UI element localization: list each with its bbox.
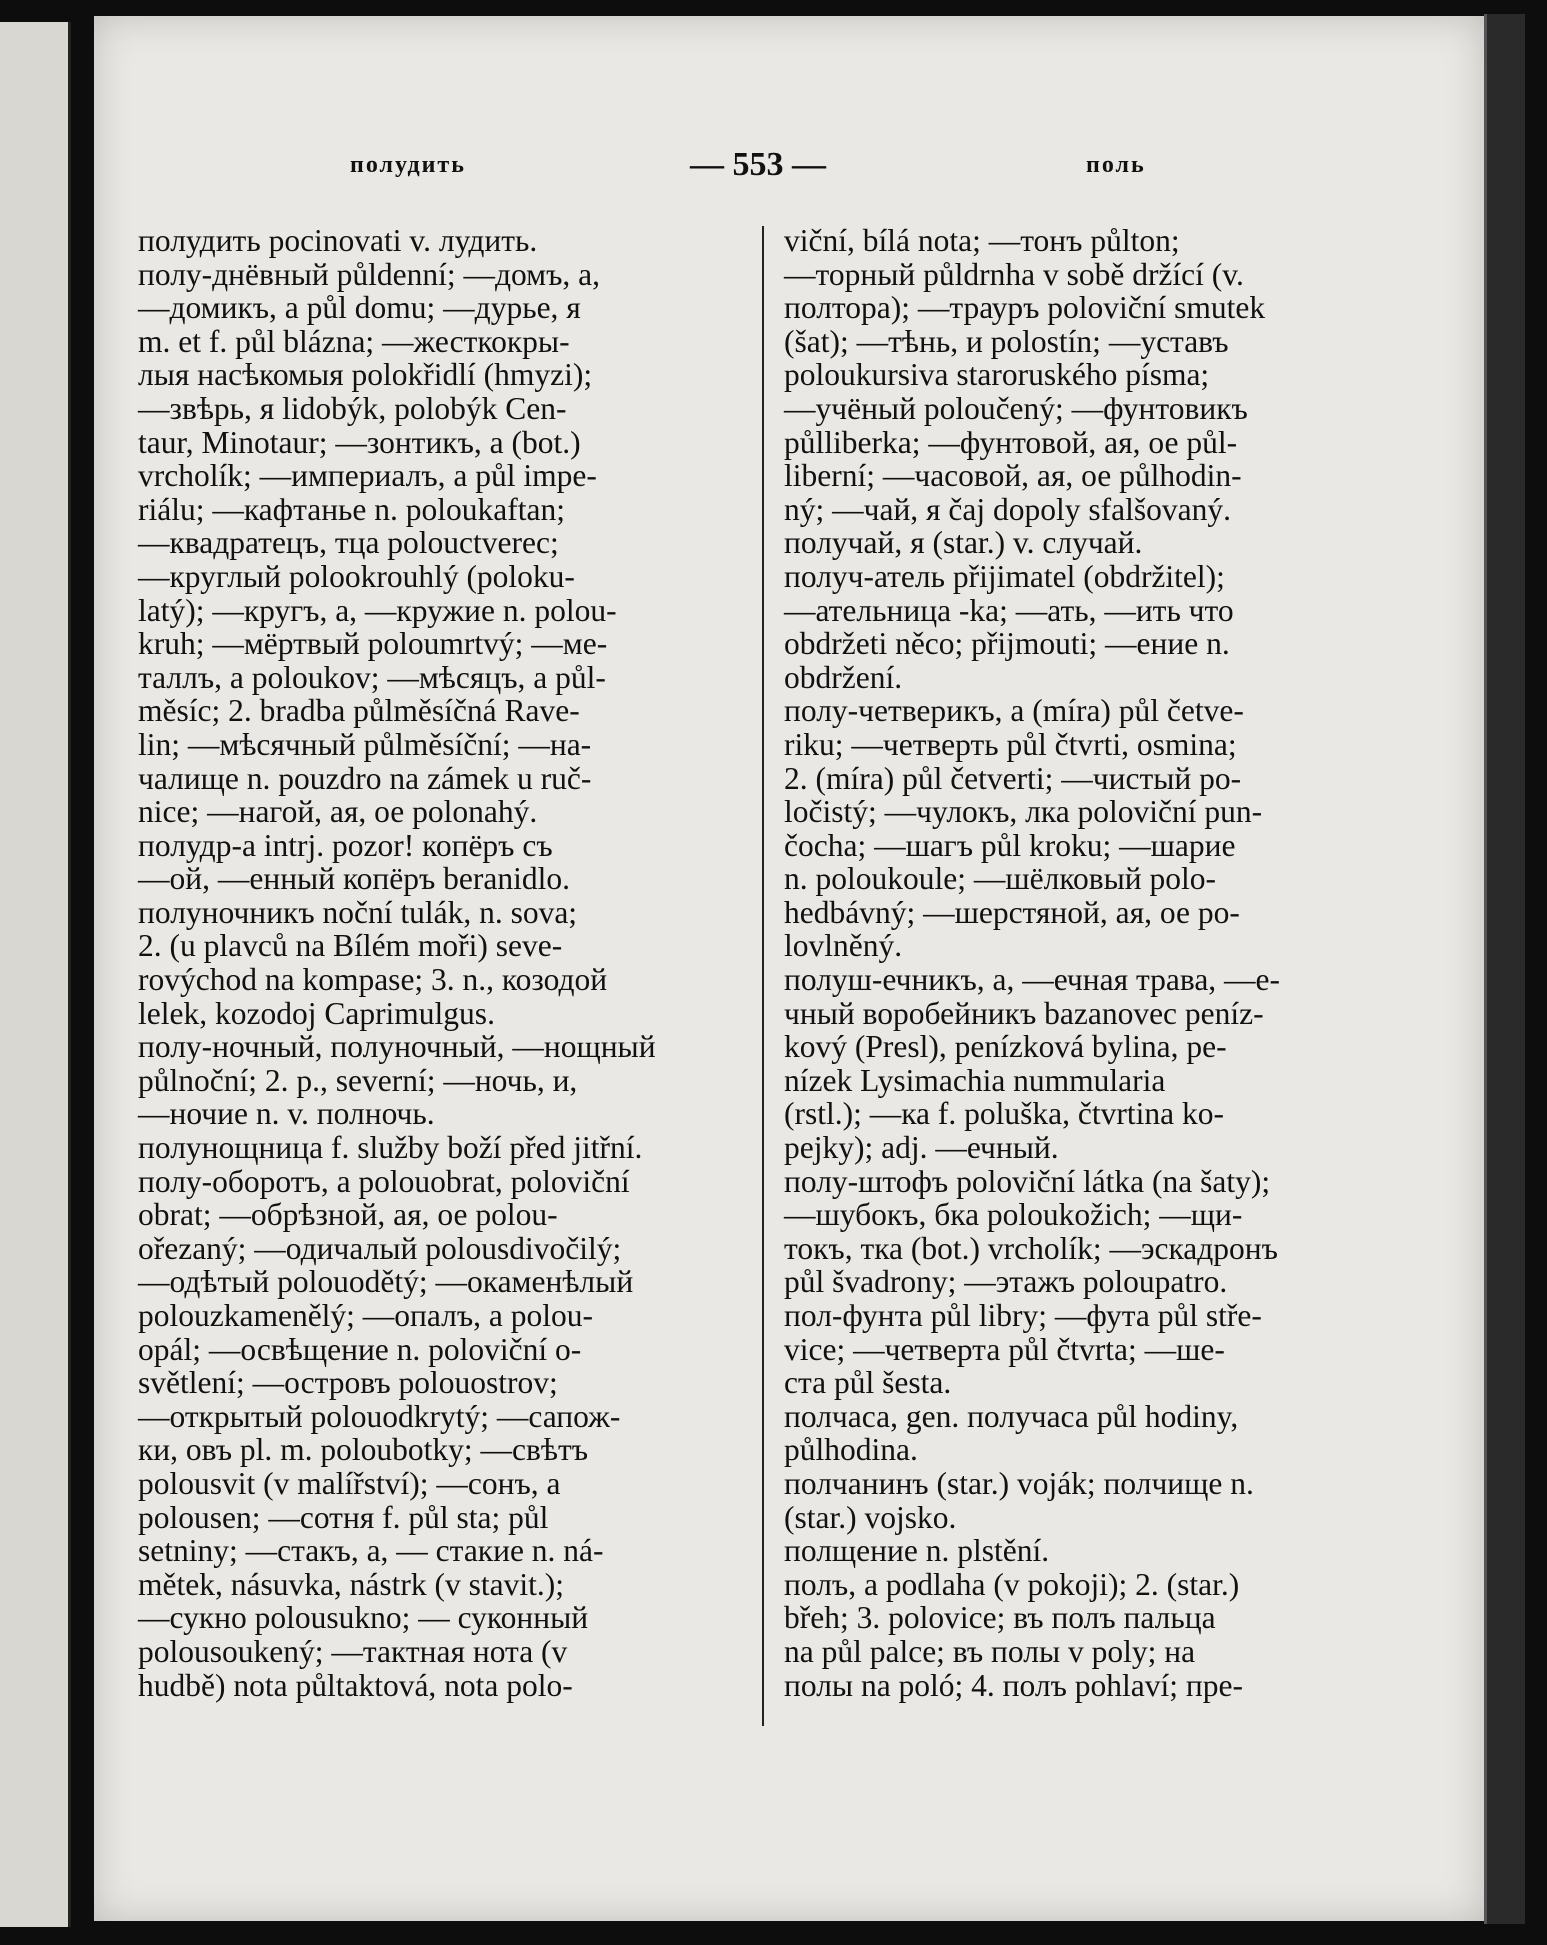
left-column	[138, 224, 728, 1702]
previous-page-edge	[0, 22, 71, 1927]
entry-line: kový (Presl), penízková bylina, pe-	[784, 1029, 1227, 1065]
page-header	[94, 146, 1484, 190]
entry-line: obdržení.	[784, 659, 903, 695]
entry-line: kruh; —мёртвый poloumrtvý; —ме-	[138, 626, 608, 662]
header-left-guide-word: полудить	[350, 152, 466, 178]
entry-line: polousvit (v malířství); —сонъ, a	[138, 1465, 561, 1501]
entry-line: ný; —чай, я čaj dopoly sfalšovaný.	[784, 491, 1231, 527]
entry-line: taur, Minotaur; —зонтикъ, a (bot.)	[138, 424, 581, 460]
entry-line: půlnoční; 2. p., severní; —ночь, и,	[138, 1062, 578, 1098]
entry-line: vice; —четверта půl čtvrta; —ше-	[784, 1331, 1225, 1367]
entry-line: —звѣрь, я lidobýk, polobýk Cen-	[138, 390, 567, 426]
entry-line: opál; —освѣщение n. poloviční o-	[138, 1331, 582, 1367]
entry-line: (rstl.); —ка f. poluška, čtvrtina ko-	[784, 1096, 1224, 1132]
entry-line: —открытый polouodkrytý; —сапож-	[138, 1398, 621, 1434]
entry-line: пол-фунта půl libry; —фута půl stře-	[784, 1298, 1262, 1333]
entry-line: —домикъ, a půl domu; —дурье, я	[138, 290, 581, 326]
entry-line: liberní; —часовой, ая, ое půlhodin-	[784, 458, 1242, 494]
entry-line: (star.) vojsko.	[784, 1499, 957, 1535]
entry-line: полчанинъ (star.) voják; полчище n.	[784, 1465, 1254, 1501]
entry-line: vrcholík; —империалъ, a půl impe-	[138, 458, 597, 494]
entry-line: obdržeti něco; přijmouti; —ение n.	[784, 626, 1230, 662]
entry-line: 2. (míra) půl četverti; —чистый po-	[784, 760, 1242, 796]
entry-line: —учёный poloučený; —фунтовикъ	[784, 390, 1248, 426]
entry-line: ста půl šesta.	[784, 1365, 952, 1401]
entry-line: таллъ, a poloukov; —мѣсяцъ, a půl-	[138, 659, 606, 695]
entry-line: hedbávný; —шерстяной, ая, ое po-	[784, 894, 1240, 930]
entry-line: полу-ночный, полуночный, —нощный	[138, 1029, 656, 1065]
entry-line: 2. (u plavců na Bílém moři) seve-	[138, 928, 563, 964]
entry-line: полудить pocinovati v. лудить.	[138, 223, 538, 258]
entry-line: pejky); adj. —ечный.	[784, 1130, 1059, 1166]
entry-line: чный воробейникъ bazanovec peníz-	[784, 995, 1264, 1031]
entry-line: полу-четверикъ, a (míra) půl četve-	[784, 693, 1244, 729]
entry-line: (šat); —тѣнь, и polostín; —уставъ	[784, 323, 1229, 359]
entry-line: rovýchod na kompase; 3. n., козодой	[138, 962, 608, 998]
entry-line: полуночникъ noční tulák, n. sova;	[138, 894, 578, 930]
entry-line: полу-днёвный půldenní; —домъ, a,	[138, 256, 601, 292]
entry-line: полтора); —трауръ poloviční smutek	[784, 290, 1266, 326]
page-number: — 553 —	[690, 146, 826, 183]
entry-line: —ательница -ka; —ать, —ить что	[784, 592, 1234, 628]
entry-line: lelek, kozodoj Caprimulgus.	[138, 995, 495, 1031]
entry-line: na půl palce; въ полы v poly; на	[784, 1633, 1196, 1669]
entry-line: лыя насѣкомыя polokřidlí (hmyzi);	[138, 357, 593, 393]
entry-line: —сукно polousukno; — суконный	[138, 1600, 589, 1636]
entry-line: —круглый polookrouhlý (poloku-	[138, 558, 575, 594]
entry-line: hudbě) nota půltaktová, nota polo-	[138, 1667, 573, 1703]
entry-line: полчаса, gen. получаса půl hodiny,	[784, 1398, 1239, 1434]
entry-line: полунощница f. služby boží před jitřní.	[138, 1130, 643, 1166]
entry-line: polousoukený; —тактная нота (v	[138, 1633, 568, 1669]
entry-line: měsíc; 2. bradba půlměsíčná Rave-	[138, 693, 580, 729]
book-spine-edge	[1484, 14, 1525, 1924]
entry-line: riálu; —кафтанье n. poloukaftan;	[138, 491, 565, 527]
entry-line: полщение n. plstění.	[784, 1533, 1050, 1569]
entry-line: latý); —кругъ, a, —кружие n. polou-	[138, 592, 617, 628]
entry-line: токъ, тка (bot.) vrcholík; —эскадронъ	[784, 1230, 1278, 1266]
entry-line: břeh; 3. polovice; въ полъ пальца	[784, 1600, 1216, 1636]
entry-line: nice; —нагой, ая, ое polonahý.	[138, 794, 538, 830]
entry-line: полы na poló; 4. полъ pohlaví; пре-	[784, 1667, 1243, 1703]
entry-line: получай, я (star.) v. случай.	[784, 525, 1143, 561]
entry-line: poloukursiva staroruského písma;	[784, 357, 1210, 393]
entry-line: polouzkamenělý; —опалъ, a polou-	[138, 1298, 594, 1333]
entry-line: čocha; —шагъ půl kroku; —шарие	[784, 827, 1236, 863]
entry-line: riku; —четверть půl čtvrti, osmina;	[784, 726, 1237, 762]
entry-line: půlhodina.	[784, 1432, 918, 1468]
entry-line: viční, bílá nota; —тонъ půlton;	[784, 223, 1180, 258]
entry-line: полудр-а intrj. pozor! копёръ съ	[138, 827, 553, 863]
entry-line: m. et f. půl blázna; —жесткокры-	[138, 323, 570, 359]
entry-line: setniny; —стакъ, a, — стакие n. ná-	[138, 1533, 604, 1569]
entry-line: получ-атель přijimatel (obdržitel);	[784, 558, 1225, 594]
entry-line: —ночие n. v. полночь.	[138, 1096, 435, 1132]
entry-line: n. poloukoule; —шёлковый polo-	[784, 861, 1217, 897]
entry-line: obrat; —обрѣзной, ая, ое polou-	[138, 1197, 558, 1233]
entry-line: světlení; —островъ polouostrov;	[138, 1365, 558, 1401]
entry-line: lovlněný.	[784, 928, 903, 964]
column-divider	[762, 226, 764, 1726]
entry-line: ločistý; —чулокъ, лка poloviční pun-	[784, 794, 1263, 830]
entry-line: lin; —мѣсячный půlměsíční; —на-	[138, 726, 592, 762]
right-column	[784, 224, 1444, 1702]
entry-line: —шубокъ, бка poloukožich; —щи-	[784, 1197, 1243, 1233]
entry-line: чалище n. pouzdro na zámek u ruč-	[138, 760, 592, 796]
header-right-guide-word: поль	[1086, 152, 1146, 178]
entry-line: —торный půldrnha v sobě držící (v.	[784, 256, 1244, 292]
dictionary-page	[94, 16, 1484, 1921]
entry-line: mětek, násuvka, nástrk (v stavit.);	[138, 1566, 565, 1602]
entry-line: ки, овъ pl. m. poloubotky; —свѣтъ	[138, 1432, 589, 1468]
entry-line: půlliberka; —фунтовой, ая, ое půl-	[784, 424, 1238, 460]
entry-line: полу-штофъ poloviční látka (na šaty);	[784, 1163, 1271, 1199]
entry-line: půl švadrony; —этажъ poloupatro.	[784, 1264, 1228, 1300]
entry-line: полуш-ечникъ, a, —ечная трава, —е-	[784, 962, 1281, 998]
entry-line: nízek Lysimachia nummularia	[784, 1062, 1166, 1098]
entry-line: ořezaný; —одичалый polousdivočilý;	[138, 1230, 622, 1266]
entry-line: —ой, —енный копёръ beranidlo.	[138, 861, 570, 897]
entry-line: полъ, a podlaha (v pokoji); 2. (star.)	[784, 1566, 1240, 1602]
entry-line: polousen; —сотня f. půl sta; půl	[138, 1499, 549, 1535]
entry-line: —квадратецъ, тца polouctverec;	[138, 525, 559, 561]
entry-line: полу-оборотъ, a polouobrat, poloviční	[138, 1163, 630, 1199]
entry-line: —одѣтый polouodětý; —окаменѣлый	[138, 1264, 634, 1300]
